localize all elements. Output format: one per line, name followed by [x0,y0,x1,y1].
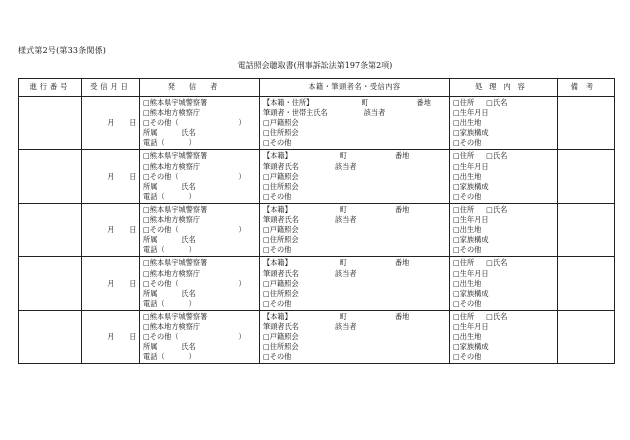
caller-cell[interactable] [140,150,260,203]
caller-option-other: □その他（ ） [143,171,246,181]
day-label: 日 [129,332,137,342]
address-inquiry-option[interactable]: □住所照会 [263,128,299,138]
header-received-date: 受信月日 [82,79,140,97]
caller-affiliation-name: 所属 氏名 [143,128,196,138]
serial-number-cell[interactable] [19,97,82,150]
caller-phone: 電話（ ） [143,191,196,201]
received-date-cell[interactable] [82,150,140,203]
handling-family-option[interactable]: □家族構成 [453,235,489,245]
subject-cell[interactable] [260,310,450,363]
caller-affiliation-name: 所属 氏名 [143,235,196,245]
received-date-cell[interactable] [82,203,140,256]
inquiry-ledger-table [18,78,615,364]
handling-name-option[interactable]: □氏名 [486,311,508,321]
address-inquiry-option[interactable]: □住所照会 [263,181,299,191]
remarks-cell[interactable] [558,203,615,256]
caller-option-uki-police[interactable]: □熊本県宇城警察署 [143,311,208,321]
caller-phone: 電話（ ） [143,352,196,362]
serial-number-cell[interactable] [19,203,82,256]
subject-other-option[interactable]: □その他 [263,298,292,308]
handling-family-option[interactable]: □家族構成 [453,128,489,138]
header-subject: 本籍・筆頭者名・受信内容 [260,79,450,97]
registered-domicile-line: 【本籍】 町 番地 [263,258,410,268]
day-label: 日 [129,278,137,288]
subject-other-option[interactable]: □その他 [263,191,292,201]
table-row [19,203,615,256]
head-of-household-line: 筆頭者氏名 該当者 [263,161,357,171]
caller-cell[interactable] [140,97,260,150]
caller-option-uki-police[interactable]: □熊本県宇城警察署 [143,151,208,161]
header-remarks: 備考 [558,79,615,97]
address-inquiry-option[interactable]: □住所照会 [263,288,299,298]
handling-birthdate-option[interactable]: □生年月日 [453,215,489,225]
subject-other-option[interactable]: □その他 [263,245,292,255]
handling-address-option[interactable]: □住所 [453,151,475,161]
registered-domicile-line: 【本籍】 町 番地 [263,151,410,161]
head-of-household-line: 筆頭者氏名 該当者 [263,268,357,278]
month-label: 月 [107,278,115,288]
caller-option-other: □その他（ ） [143,278,246,288]
table-row [19,257,615,310]
month-label: 月 [107,332,115,342]
table-row [19,310,615,363]
subject-cell[interactable] [260,203,450,256]
handling-birthdate-option[interactable]: □生年月日 [453,108,489,118]
header-serial-number: 進行番号 [19,79,82,97]
subject-cell[interactable] [260,150,450,203]
day-label: 日 [129,225,137,235]
registered-domicile-line: 【本籍】 町 番地 [263,311,410,321]
day-label: 日 [129,118,137,128]
caller-option-uki-police[interactable]: □熊本県宇城警察署 [143,98,208,107]
handling-family-option[interactable]: □家族構成 [453,342,489,352]
caller-option-uki-police[interactable]: □熊本県宇城警察署 [143,204,208,214]
handling-birthdate-option[interactable]: □生年月日 [453,161,489,171]
koseki-inquiry-option[interactable]: □戸籍照会 [263,225,299,235]
remarks-cell[interactable] [558,310,615,363]
month-label: 月 [107,225,115,235]
day-label: 日 [129,171,137,181]
caller-cell[interactable] [140,203,260,256]
handling-birthplace-option[interactable]: □出生地 [453,278,482,288]
remarks-cell[interactable] [558,257,615,310]
caller-option-other: □その他（ ） [143,118,246,128]
address-inquiry-option[interactable]: □住所照会 [263,342,299,352]
head-of-household-line: 筆頭者氏名 該当者 [263,215,357,225]
handling-name-option[interactable]: □氏名 [486,258,508,268]
koseki-inquiry-option[interactable]: □戸籍照会 [263,118,299,128]
address-inquiry-option[interactable]: □住所照会 [263,235,299,245]
caller-cell[interactable] [140,257,260,310]
handling-birthplace-option[interactable]: □出生地 [453,171,482,181]
subject-other-option[interactable]: □その他 [263,352,292,362]
caller-phone: 電話（ ） [143,138,196,148]
caller-phone: 電話（ ） [143,245,196,255]
head-of-household-line: 筆頭者・世帯主氏名 該当者 [263,108,386,118]
handling-address-option[interactable]: □住所 [453,311,475,321]
month-label: 月 [107,118,115,128]
handling-other-option[interactable]: □その他 [453,352,482,362]
koseki-inquiry-option[interactable]: □戸籍照会 [263,332,299,342]
caller-affiliation-name: 所属 氏名 [143,181,196,191]
handling-other-option[interactable]: □その他 [453,138,482,148]
caller-option-kumamoto-prosecutor[interactable]: □熊本地方検察庁 [143,321,201,331]
handling-address-option[interactable]: □住所 [453,258,475,268]
caller-affiliation-name: 所属 氏名 [143,342,196,352]
serial-number-cell[interactable] [19,310,82,363]
handling-family-option[interactable]: □家族構成 [453,288,489,298]
registered-domicile-line: 【本籍・住所】 町 番地 [263,98,431,107]
handling-name-option[interactable]: □氏名 [486,204,508,214]
received-date-cell[interactable] [82,310,140,363]
header-caller: 発信者 [140,79,260,97]
caller-option-kumamoto-prosecutor[interactable]: □熊本地方検察庁 [143,268,201,278]
handling-other-option[interactable]: □その他 [453,245,482,255]
subject-cell[interactable] [260,97,450,150]
header-handling: 処理内容 [450,79,558,97]
handling-family-option[interactable]: □家族構成 [453,181,489,191]
handling-name-option[interactable]: □氏名 [486,98,508,107]
registered-domicile-line: 【本籍】 町 番地 [263,204,410,214]
subject-other-option[interactable]: □その他 [263,138,292,148]
subject-cell[interactable] [260,257,450,310]
handling-name-option[interactable]: □氏名 [486,151,508,161]
caller-affiliation-name: 所属 氏名 [143,288,196,298]
header-row [19,79,615,97]
caller-option-kumamoto-prosecutor[interactable]: □熊本地方検察庁 [143,161,201,171]
handling-birthplace-option[interactable]: □出生地 [453,225,482,235]
received-date-cell[interactable] [82,97,140,150]
handling-birthdate-option[interactable]: □生年月日 [453,268,489,278]
caller-option-other: □その他（ ） [143,225,246,235]
handling-birthplace-option[interactable]: □出生地 [453,118,482,128]
remarks-cell[interactable] [558,150,615,203]
remarks-cell[interactable] [558,97,615,150]
table-row [19,97,615,150]
month-label: 月 [107,171,115,181]
handling-address-option[interactable]: □住所 [453,98,475,107]
serial-number-cell[interactable] [19,150,82,203]
handling-other-option[interactable]: □その他 [453,191,482,201]
serial-number-cell[interactable] [19,257,82,310]
caller-option-uki-police[interactable]: □熊本県宇城警察署 [143,258,208,268]
handling-address-option[interactable]: □住所 [453,204,475,214]
table-row [19,150,615,203]
koseki-inquiry-option[interactable]: □戸籍照会 [263,171,299,181]
caller-option-kumamoto-prosecutor[interactable]: □熊本地方検察庁 [143,215,201,225]
head-of-household-line: 筆頭者氏名 該当者 [263,321,357,331]
caller-phone: 電話（ ） [143,298,196,308]
handling-cell[interactable] [450,257,558,310]
handling-cell[interactable] [450,150,558,203]
form-number: 様式第2号(第33条関係) [18,46,107,55]
handling-cell[interactable] [450,310,558,363]
handling-birthdate-option[interactable]: □生年月日 [453,321,489,331]
handling-cell[interactable] [450,203,558,256]
handling-birthplace-option[interactable]: □出生地 [453,332,482,342]
handling-other-option[interactable]: □その他 [453,298,482,308]
caller-option-kumamoto-prosecutor[interactable]: □熊本地方検察庁 [143,108,201,118]
koseki-inquiry-option[interactable]: □戸籍照会 [263,278,299,288]
handling-cell[interactable] [450,97,558,150]
document-title: 電話照会聴取書(刑事訴訟法第197条第2項) [237,61,393,70]
caller-cell[interactable] [140,310,260,363]
received-date-cell[interactable] [82,257,140,310]
caller-option-other: □その他（ ） [143,332,246,342]
